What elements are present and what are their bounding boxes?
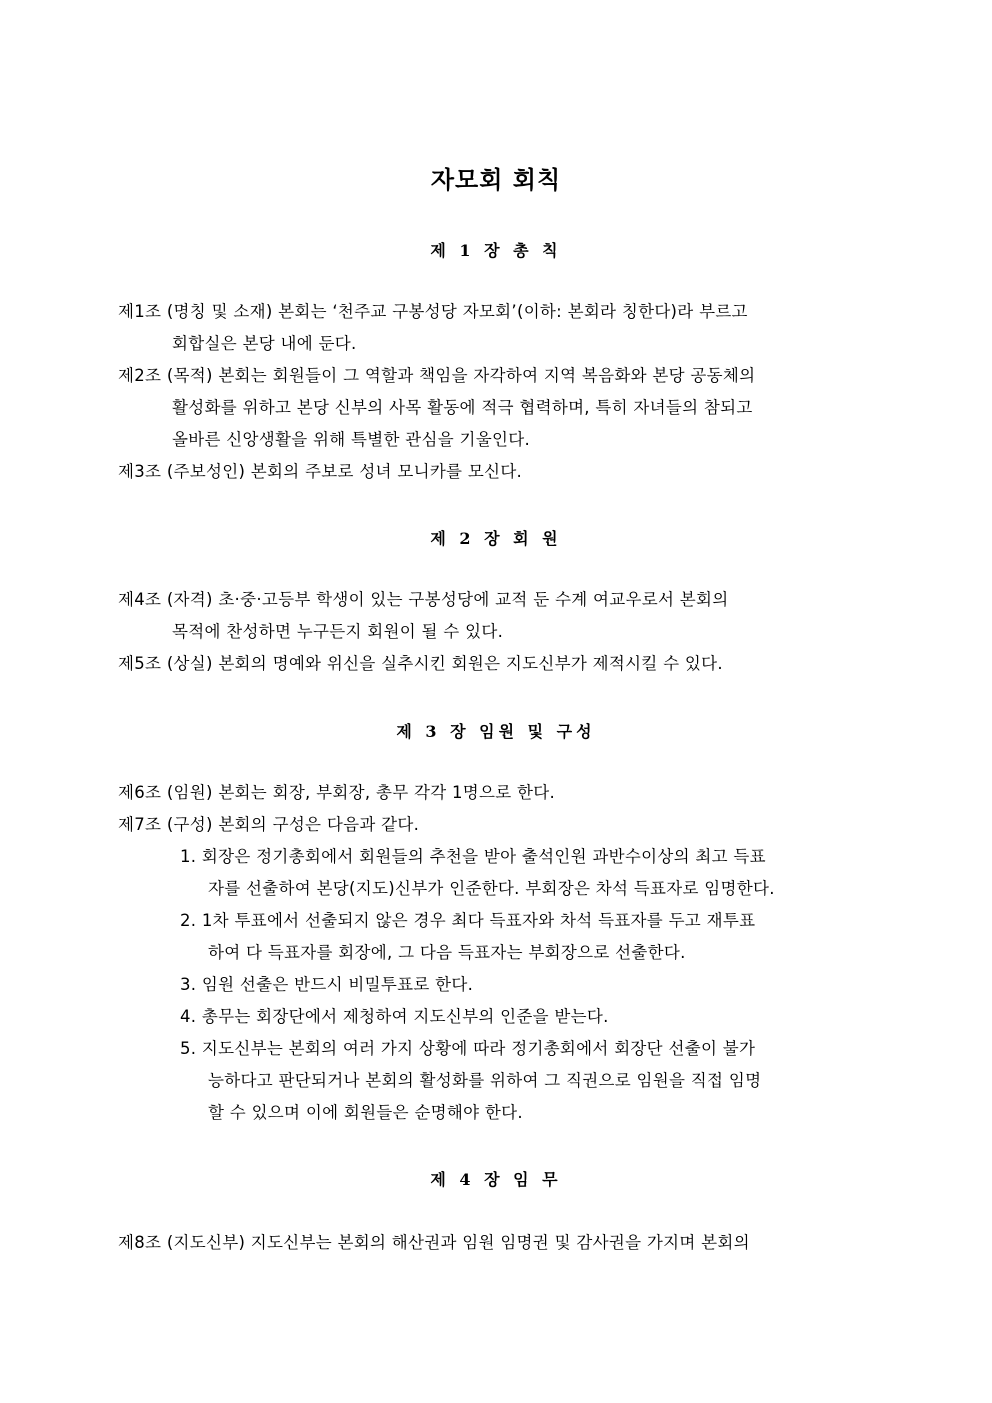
list-item-5-line-3: 할 수 있으며 이에 회원들은 순명해야 한다. [208,1103,523,1122]
article-4-line-1: 제4조 (자격) 초·중·고등부 학생이 있는 구봉성당에 교적 둔 수계 여교우로서 본회의 [118,590,729,609]
article-2-line-3: 올바른 신앙생활을 위해 특별한 관심을 기울인다. [172,430,531,449]
list-item-5-line-2: 능하다고 판단되거나 본회의 활성화를 위하여 그 직권으로 임원을 직접 임명 [208,1071,762,1090]
list-item-5-line-1: 5. 지도신부는 본회의 여러 가지 상황에 따라 정기총회에서 회장단 선출이 불가 [180,1039,756,1058]
article-7-line-1: 제7조 (구성) 본회의 구성은 다음과 같다. [118,815,420,834]
chapter-4-heading: 제 4 장 임 무 [430,1170,562,1189]
list-item-2-line-1: 2. 1차 투표에서 선출되지 않은 경우 최다 득표자와 차석 득표자를 두고 재투표 [180,911,756,930]
document-title: 자모회 회칙 [430,166,562,194]
article-2-line-2: 활성화를 위하고 본당 신부의 사목 활동에 적극 협력하며, 특히 자녀들의 참되고 [172,398,753,417]
list-item-1-line-2: 자를 선출하여 본당(지도)신부가 인준한다. 부회장은 차석 득표자로 임명한다. [208,879,775,898]
article-1-line-2: 회합실은 본당 내에 둔다. [172,334,357,353]
list-item-3-line-1: 3. 임원 선출은 반드시 비밀투표로 한다. [180,975,474,994]
chapter-3-heading: 제 3 장 임원 및 구성 [396,722,596,741]
article-4-line-2: 목적에 찬성하면 누구든지 회원이 될 수 있다. [172,622,504,641]
article-8-line-1: 제8조 (지도신부) 지도신부는 본회의 해산권과 임원 임명권 및 감사권을 가지며 본회의 [118,1233,750,1252]
article-1-line-1: 제1조 (명칭 및 소재) 본회는 ‘천주교 구봉성당 자모회’(이하: 본회라 칭한다)라 부르고 [118,302,748,321]
article-2-line-1: 제2조 (목적) 본회는 회원들이 그 역할과 책임을 자각하여 지역 복음화와 본당 공동체의 [118,366,756,385]
list-item-2-line-2: 하여 다 득표자를 회장에, 그 다음 득표자는 부회장으로 선출한다. [208,943,686,962]
list-item-4-line-1: 4. 총무는 회장단에서 제청하여 지도신부의 인준을 받는다. [180,1007,609,1026]
article-3-line-1: 제3조 (주보성인) 본회의 주보로 성녀 모니카를 모신다. [118,462,523,481]
article-5-line-1: 제5조 (상실) 본회의 명예와 위신을 실추시킨 회원은 지도신부가 제적시킬 수 있다. [118,654,723,673]
list-item-1-line-1: 1. 회장은 정기총회에서 회원들의 추천을 받아 출석인원 과반수이상의 최고 득표 [180,847,766,866]
chapter-1-heading: 제 1 장 총 칙 [430,241,562,260]
chapter-2-heading: 제 2 장 회 원 [430,529,562,548]
article-6-line-1: 제6조 (임원) 본회는 회장, 부회장, 총무 각각 1명으로 한다. [118,783,556,802]
